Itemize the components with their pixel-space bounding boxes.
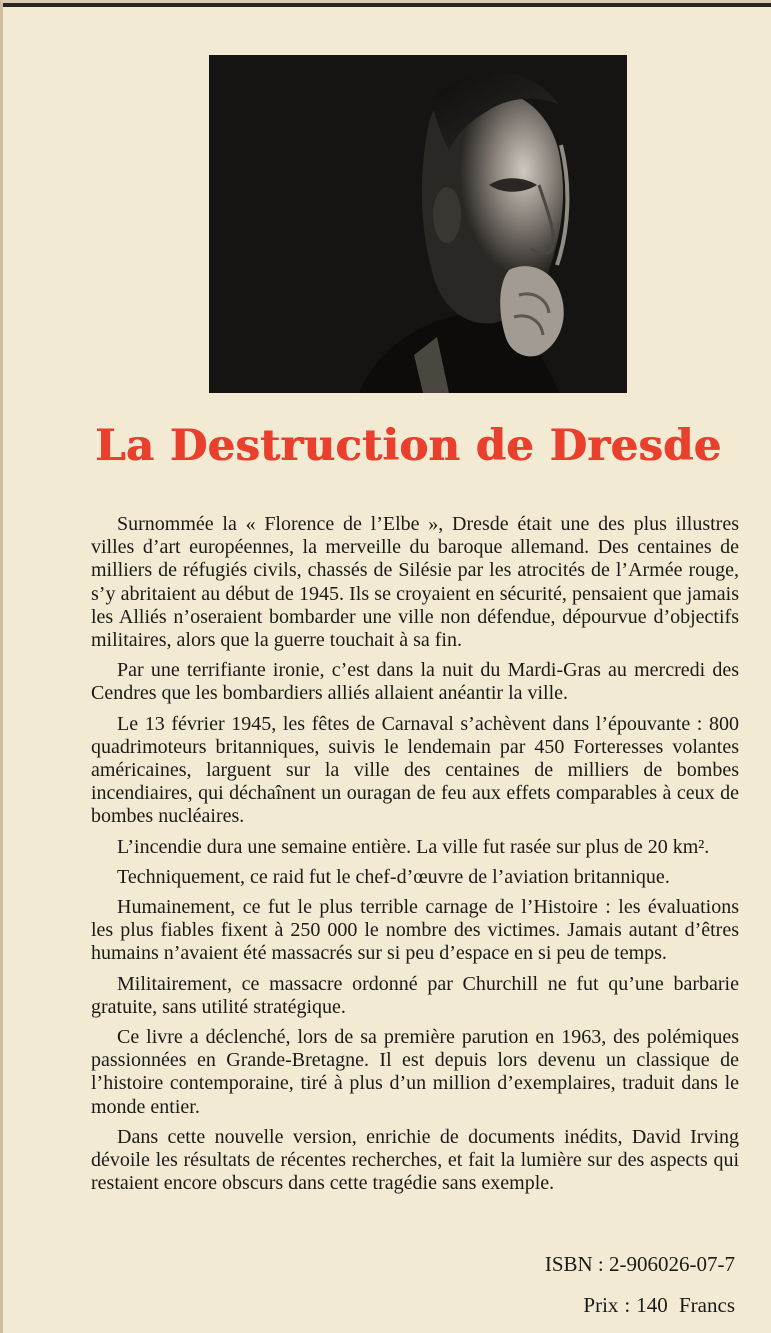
blurb-paragraph: L’incendie dura une semaine entière. La ville fut rasée sur plus de 20 km². <box>117 835 710 858</box>
price-value: 140 Francs <box>636 1293 735 1317</box>
blurb-paragraph: Dans cette nouvelle version, enrichie de documents inédits, David Irving dévoile les résultats de récentes recherches, et fait la lumière sur des aspects qui restaient encore obscurs dans cette tragédie sans exemple. <box>91 1125 739 1195</box>
blurb-paragraph: Surnommée la « Florence de l’Elbe », Dresde était une des plus illustres villes d’art européennes, la merveille du baroque allemand. Des centaines de milliers de réfugiés civils, chassés de Silésie par les atrocités de l’Armée rouge, s’y abritaient au début de 1945. Ils se croyaient en sécurité, pensaient que jamais les Alliés n’oseraient bombarder une ville non défendue, dépourvue d’objectifs militaires, alors que la guerre touchait à sa fin. <box>91 513 739 652</box>
book-title: La Destruction de Dresde <box>95 421 722 471</box>
price-line <box>583 1293 735 1318</box>
blurb-text <box>91 513 739 1202</box>
price-separator: : <box>624 1293 631 1317</box>
blurb-paragraph: Le 13 février 1945, les fêtes de Carnaval s’achèvent dans l’épouvante : 800 quadrimoteurs britanniques, suivis le lendemain par 450 Forteresses volantes américaines, larguent sur la ville des centaines de milliers de bombes incendiaires, qui déchaînent un ouragan de feu aux effets comparables à ceux de bombes nucléaires. <box>91 712 739 828</box>
blurb-paragraph: Militairement, ce massacre ordonné par Churchill ne fut qu’une barbarie gratuite, sans utilité stratégique. <box>91 972 739 1018</box>
blurb-paragraph: Ce livre a déclenché, lors de sa première parution en 1963, des polémiques passionnées en Grande-Bretagne. Il est depuis lors devenu un classique de l’histoire contemporaine, tiré à plus d’un million d’exemplaires, traduit dans le monde entier. <box>91 1026 739 1118</box>
blurb-paragraph: Par une terrifiante ironie, c’est dans la nuit du Mardi-Gras au mercredi des Cendres que les bombardiers alliés allaient anéantir la ville. <box>91 659 739 705</box>
blurb-paragraph: Techniquement, ce raid fut le chef-d’œuvre de l’aviation britannique. <box>117 865 670 888</box>
isbn-number: ISBN : 2-906026-07-7 <box>544 1252 735 1276</box>
author-photo <box>209 55 627 393</box>
author-portrait-image <box>209 55 627 393</box>
blurb-paragraph: Humainement, ce fut le plus terrible carnage de l’Histoire : les évaluations les plus fiables fixent à 250 000 le nombre des victimes. Jamais autant d’êtres humains n’avaient été massacrés sur si peu d’espace en si peu de temps. <box>91 896 739 965</box>
price-label: Prix <box>583 1293 619 1317</box>
top-edge <box>3 3 771 7</box>
